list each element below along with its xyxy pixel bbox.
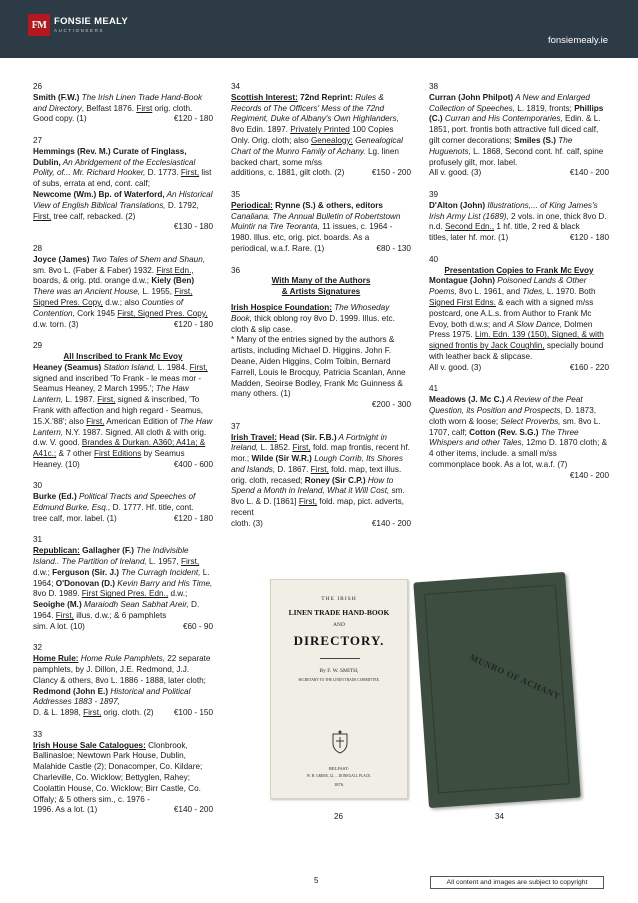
lot-number: 29 bbox=[33, 341, 43, 351]
lot-number: 36 bbox=[231, 265, 241, 275]
lot-number: 26 bbox=[33, 82, 43, 91]
catalogue-column-3 bbox=[429, 82, 609, 492]
cover-title: MUNRO OF ACHANY bbox=[468, 652, 563, 702]
lot-number: 27 bbox=[33, 135, 43, 145]
lot-number: 31 bbox=[33, 535, 43, 545]
lot-estimate: €120 - 180 bbox=[173, 319, 213, 329]
lot-estimate: €80 - 130 bbox=[376, 243, 411, 253]
lot-estimate: €200 - 300 bbox=[371, 400, 411, 410]
logo-badge: FM bbox=[28, 14, 50, 36]
catalogue-column-1 bbox=[33, 82, 213, 827]
lot-40: 40 Presentation Copies to Frank Mc Evoy Montague (John) Poisoned Lands & Other Poems, 8vo L. 1961, and Tides, L. 1970. Both Signed First Edns. & each with a signed m/ss postcard, one A.L.s. from Author to Frank Mc Evoy, both d.w.s; and A Slow Dance, Dolmen Press 1975. Lim. Edn. 139 (150), Signed, & with signed frontis by Jack Coughlin, specially bound with leather back & slipcase. All v. good. (3) €160 - 220 bbox=[429, 254, 609, 372]
lot-estimate: €150 - 200 bbox=[371, 168, 411, 178]
lot-estimate: €120 - 180 bbox=[173, 114, 213, 124]
lot-29: 29 All Inscribed to Frank Mc Evoy Heaney (Seamus) Station Island, L. 1984. First, signed and inscribed 'To Frank - le meas mor - Seamus Heaney, 2 March 1995.'; The Haw Lantern, L. 1987. First, signed & inscribed, 'To Frank with affection and high regard - Seamus, 15.X.'88'; also First, American Edition of The Haw Lantern, N.Y. 1987. Signed. All cloth & with orig. d.w. V. good. Brandes & Durkan. A360; A41a; & A41c.; & 7 other First Editions by Seamus Heaney. (10) €400 - 600 bbox=[33, 341, 213, 469]
lot-number: 40 bbox=[429, 254, 439, 264]
lot-number: 35 bbox=[231, 189, 241, 199]
lot-estimate: €130 - 180 bbox=[173, 222, 213, 232]
lot-number: 34 bbox=[231, 82, 241, 91]
lot-number: 32 bbox=[33, 643, 43, 653]
lot-38: 38 Curran (John Philpot) A New and Enlarged Collection of Speeches, L. 1819, fronts; Phillips (C.) Curran and His Contemporaries, Edin. & L. 1851, port. frontis both attractive full diced calf, gilt corner decorations; Smiles (S.) The Huguenots, L. 1868, Second cont. hf. calf, spine profusely gilt, mor. label. All v. good. (3) €140 - 200 bbox=[429, 82, 609, 178]
lot-photographs bbox=[233, 574, 606, 821]
lot-30: 30 Burke (Ed.) Political Tracts and Speeches of Edmund Burke, Esq., D. 1777. Hf. title, cont. tree calf, mor. label. (1) €120 - 180 bbox=[33, 481, 213, 523]
title-rule bbox=[320, 658, 360, 659]
lot-heading: & Artists Signatures bbox=[281, 287, 361, 297]
catalogue-column-2 bbox=[231, 82, 411, 540]
lot-estimate: €160 - 220 bbox=[569, 362, 609, 372]
lot-27: 27 Hemmings (Rev. M.) Curate of Finglass, Dublin, An Abridgement of the Ecclesiastical Polity, of... Mr. Richard Hooker, D. 1773. First, list of subs, errata at end, cont. calf; Newcome (Wm.) Bp. of Waterford, An Historical View of English Biblical Translations, D. 1792, First, tree calf, rebacked. (2) €130 - 180 bbox=[33, 135, 213, 232]
lot-number: 28 bbox=[33, 243, 43, 253]
lot-estimate: €140 - 200 bbox=[569, 168, 609, 178]
lot-26: 26 Smith (F.W.) The Irish Linen Trade Hand-Book and Directory, Belfast 1876. First orig. cloth. Good copy. (1) €120 - 180 bbox=[33, 82, 213, 124]
crest-icon bbox=[330, 730, 350, 754]
lot-estimate: €400 - 600 bbox=[173, 459, 213, 469]
copyright-notice: All content and images are subject to copyright bbox=[430, 876, 604, 889]
logo-subtitle: AUCTIONEERS bbox=[54, 27, 105, 33]
lot-estimate: €140 - 200 bbox=[173, 805, 213, 815]
lot-estimate: €60 - 90 bbox=[182, 621, 213, 631]
logo-name: FONSIE MEALY bbox=[54, 16, 128, 27]
page-number: 5 bbox=[314, 876, 319, 885]
lot-heading: With Many of the Authors bbox=[271, 276, 371, 286]
lot-37: 37 Irish Travel: Head (Sir. F.B.) A Fortnight in Ireland, L. 1852. First, fold. map frontis, recent hf. mor.; Wilde (Sir W.R.) Lough Corrib, Its Shores and Islands, D. 1867. First, fold. map, text illus. orig. cloth, recased; Roney (Sir C.P.) How to Spend a Month in Ireland, What it Will Cost, sm. 8vo L. & D. [1861] First, fold. map, pict. adverts, recent cloth. (3) €140 - 200 bbox=[231, 421, 411, 528]
book-photo-linen-trade-handbook[interactable]: THE IRISH LINEN TRADE HAND-BOOK AND DIRECTORY. By F. W. SMITH, SECRETARY TO THE LINEN TRADE COMMITTEE. BELFAST: W. H. GREER, 32, ... DONEGALL PLACE. 1876. bbox=[270, 579, 408, 799]
photo-caption-34: 34 bbox=[495, 812, 504, 821]
lot-number: 33 bbox=[33, 729, 43, 739]
lot-estimate: €120 - 180 bbox=[569, 233, 609, 243]
header-bar bbox=[0, 0, 638, 58]
lot-estimate: €100 - 150 bbox=[173, 708, 213, 718]
book-photo-munro-of-achany[interactable] bbox=[413, 572, 580, 808]
lot-estimate: €120 - 180 bbox=[173, 513, 213, 523]
lot-41: 41 Meadows (J. Mc C.) A Review of the Peat Question, its Position and Prospects, D. 1873, cloth worn & loose; Select Proverbs, sm. 8vo L. 1707, calf; Cotton (Rev. S.G.) The Three Whispers and other Tales, 12mo D. 1870 cloth; & 4 other items, include. a small m/ss commonplace book. As a lot, w.a.f. (7) €140 - 200 bbox=[429, 384, 609, 480]
lot-number: 39 bbox=[429, 189, 439, 199]
lot-number: 38 bbox=[429, 82, 439, 91]
lot-34: 34 Scottish Interest: 72nd Reprint: Rules & Records of The Officers' Mess of the 72nd Regiment, Duke of Albany's Own Highlanders, 8vo Edin. 1897. Privately Printed 100 Copies Only. Orig. cloth; also Genealogy: Genealogical Chart of the Munro Family of Achany. Lg. linen backed chart, some m/ss additions, c. 1881, gilt cloth. (2) €150 - 200 bbox=[231, 82, 411, 178]
lot-heading: All Inscribed to Frank Mc Evoy bbox=[63, 351, 183, 361]
photo-caption-26: 26 bbox=[334, 812, 343, 821]
lot-33: 33 Irish House Sale Catalogues: Clonbrook, Ballinasloe; Newtown Park House, Dublin, Malahide Castle (2); Donacomper, Co. Kildare; Charleville, Co. Wicklow; Bettyglen, Rahey; Coolattin House, Co. Wicklow; Birr Castle, Co. Offaly; & 5 others sim., c. 1976 - 1996. As a lot. (1) €140 - 200 bbox=[33, 729, 213, 815]
lot-36: 36 With Many of the Authors & Artists Signatures Irish Hospice Foundation: The Whoseday Book, thick oblong roy 8vo D. 1999. Illus. etc. cloth & slip case. * Many of the entries signed by the authors & artists, including Michael D. Higgins. John F. Deane, Aiden Higgins, Colm Toibin, Bernard Farrell, Louis le Brocquy, Patricia Scanlan, Anne Madden, Seoirse Bodley, Frank Mc Guinness & many others. (1) €200 - 300 bbox=[231, 265, 411, 410]
brand-logo[interactable] bbox=[28, 14, 128, 36]
lot-estimate: €140 - 200 bbox=[371, 518, 411, 528]
site-url-link[interactable]: fonsiemealy.ie bbox=[547, 35, 608, 46]
lot-number: 37 bbox=[231, 421, 241, 431]
lot-estimate: €140 - 200 bbox=[569, 470, 609, 480]
lot-28: 28 Joyce (James) Two Tales of Shem and Shaun, sm. 8vo L. (Faber & Faber) 1932. First Edn., boards, & orig. ptd. orange d.w.; Kiely (Ben) There was an Ancient House, L. 1955, First, Signed Pres. Copy, d.w.; also Counties of Contention, Cork 1945 First, Signed Pres. Copy, d.w. torn. (3) €120 - 180 bbox=[33, 243, 213, 329]
lot-number: 30 bbox=[33, 481, 43, 491]
lot-number: 41 bbox=[429, 384, 439, 394]
lot-35: 35 Periodical: Rynne (S.) & others, editors Canaliana. The Annual Bulletin of Robertstown Muintir na Tire Teoranta, 11 issues, c. 1964 - 1980. Illus. etc, orig. pict. boards. As a periodical, w.a.f. Rare. (1) €80 - 130 bbox=[231, 189, 411, 253]
lot-39: 39 D'Alton (John) Illustrations,... of King James's Irish Army List (1689), 2 vols. in one, thick 8vo D. n.d. Second Edn., 1 hf. title, 2 red & black titles, later hf. mor. (1) €120 - 180 bbox=[429, 189, 609, 243]
lot-31: 31 Republican: Gallagher (F.) The Indivisible Island.. The Partition of Ireland, L. 1957, First, d.w.; Ferguson (Sir. J.) The Curragh Incident, L. 1964; O'Donovan (D.) Kevin Barry and His Time, 8vo D. 1989. First Signed Pres. Edn., d.w.; Seoighe (M.) Maraiodh Sean Sabhat Areir, D. 1964. First, illus. d.w.; & 6 pamphlets sim. A lot. (10) €60 - 90 bbox=[33, 535, 213, 631]
lot-heading: Presentation Copies to Frank Mc Evoy bbox=[444, 265, 594, 275]
lot-32: 32 Home Rule: Home Rule Pamphlets, 22 separate pamphlets, by J. Dillon, J.E. Redmond, J.J. Clancy & others, 8vo L. 1886 - 1888, later cloth; Redmond (John E.) Historical and Political Addresses 1883 - 1897, D. & L. 1898, First, orig. cloth. (2) €100 - 150 bbox=[33, 643, 213, 718]
